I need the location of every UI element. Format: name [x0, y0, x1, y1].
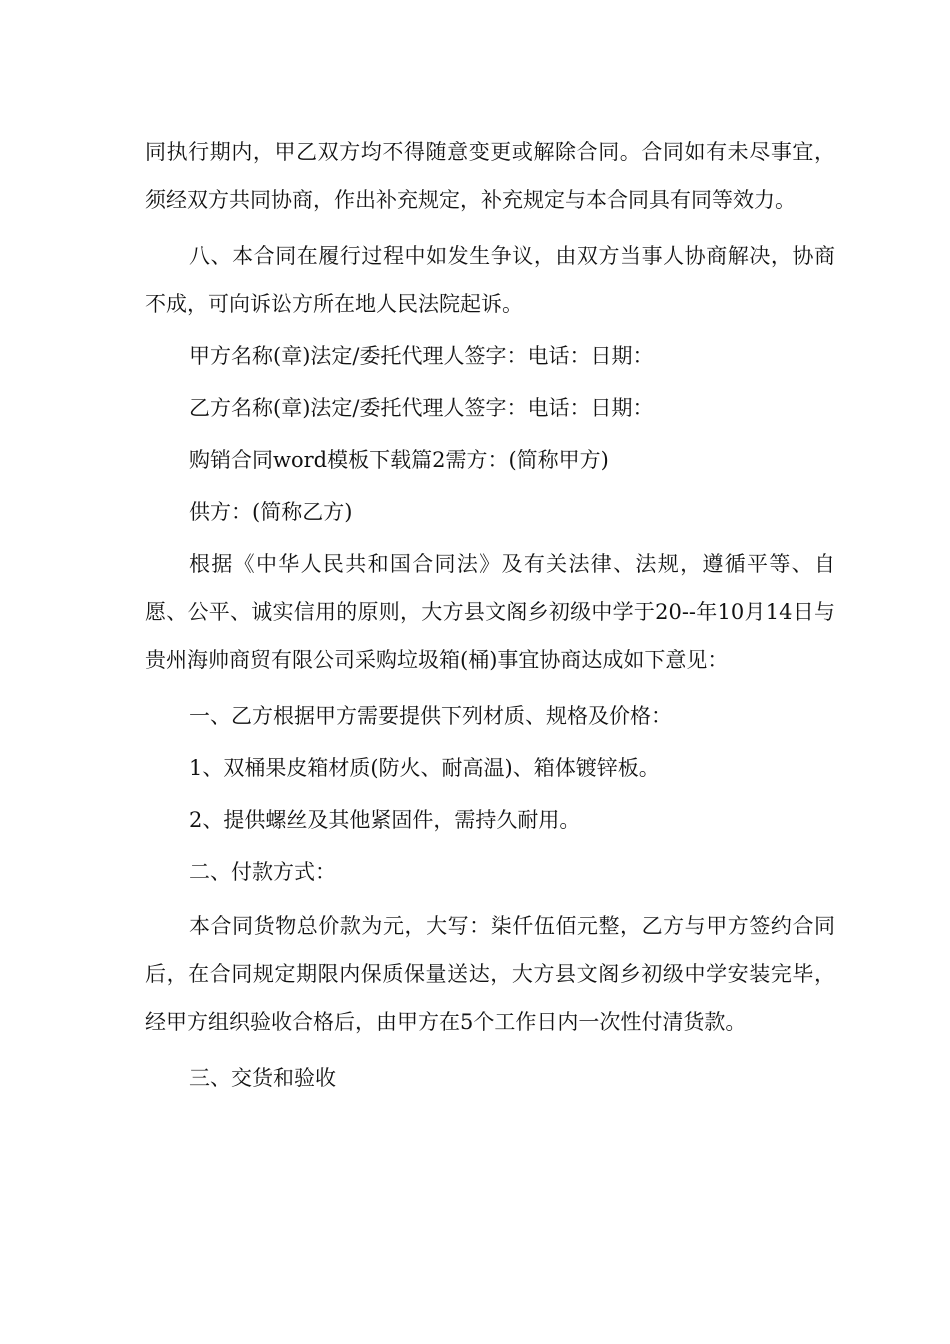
document-body [145, 128, 835, 1102]
paragraph-item-two: 2、提供螺丝及其他紧固件，需持久耐用。 [189, 808, 581, 832]
paragraph-contract-period: 同执行期内，甲乙双方均不得随意变更或解除合同。合同如有未尽事宜，须经双方共同协商，作出补充规定，补充规定与本合同具有同等效力。 [145, 140, 835, 212]
paragraph-payment: 本合同货物总价款为元，大写：柒仟伍佰元整，乙方与甲方签约合同后，在合同规定期限内保质保量送达，大方县文阁乡初级中学安装完毕，经甲方组织验收合格后，由甲方在5个工作日内一次性付清货款。 [145, 914, 835, 1034]
paragraph-basis: 根据《中华人民共和国合同法》及有关法律、法规，遵循平等、自愿、公平、诚实信用的原则，大方县文阁乡初级中学于20--年10月14日与贵州海帅商贸有限公司采购垃圾箱(桶)事宜协商达成如下意见： [145, 552, 835, 672]
paragraph-supplier: 供方：(简称乙方) [189, 500, 353, 524]
paragraph-dispute: 八、本合同在履行过程中如发生争议，由双方当事人协商解决，协商不成，可向诉讼方所在地人民法院起诉。 [145, 244, 835, 316]
paragraph-clause-one: 一、乙方根据甲方需要提供下列材质、规格及价格： [189, 704, 672, 728]
paragraph-item-one: 1、双桶果皮箱材质(防火、耐高温)、箱体镀锌板。 [189, 756, 660, 780]
paragraph-clause-two: 二、付款方式： [189, 860, 336, 884]
paragraph-party-b-signature: 乙方名称(章)法定/委托代理人签字：电话：日期： [189, 396, 654, 420]
paragraph-party-a-signature: 甲方名称(章)法定/委托代理人签字：电话：日期： [189, 344, 654, 368]
paragraph-section-title: 购销合同word模板下载篇2需方：(简称甲方) [189, 448, 609, 472]
paragraph-clause-three: 三、交货和验收 [189, 1066, 336, 1090]
